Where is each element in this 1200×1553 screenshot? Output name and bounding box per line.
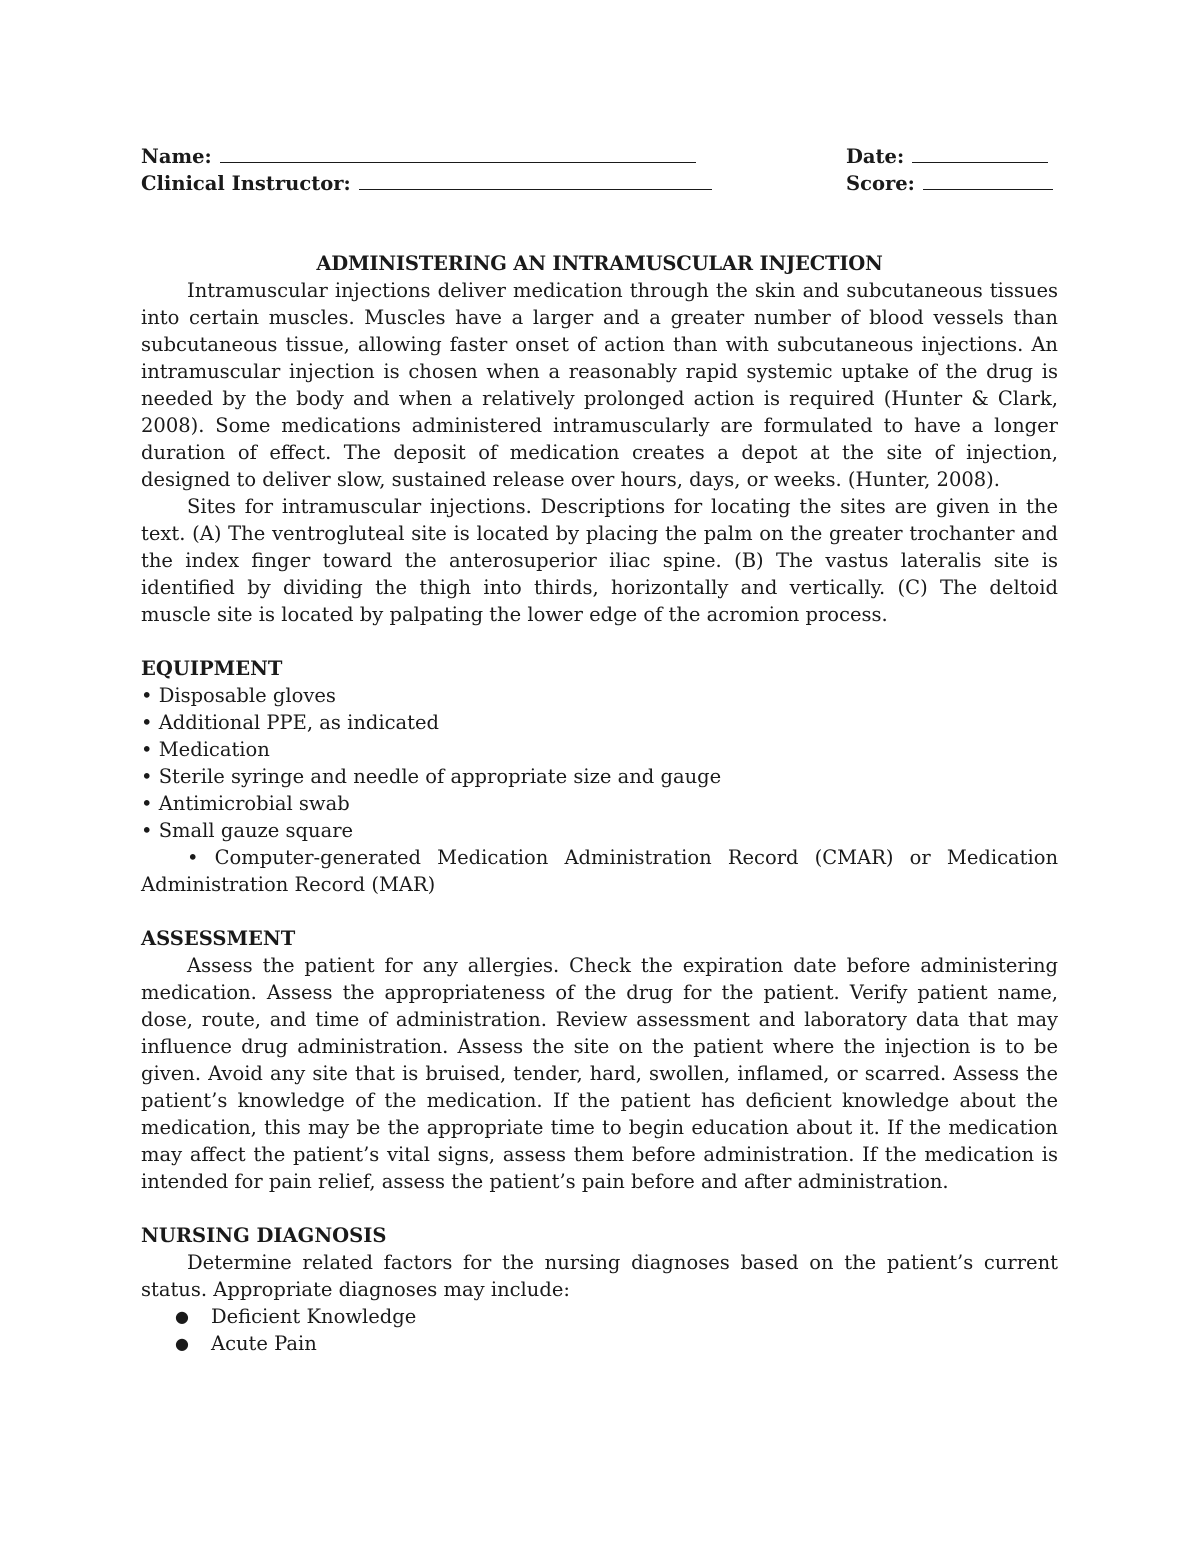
date-field[interactable] xyxy=(912,142,1048,163)
diagnosis-label: Acute Pain xyxy=(211,1332,317,1355)
document-page xyxy=(141,142,1058,1357)
nursing-diagnosis-heading: NURSING DIAGNOSIS xyxy=(141,1224,387,1247)
equipment-item: • Computer-generated Medication Administration Record (CMAR) or Medication Administration Record (MAR) xyxy=(141,846,1058,896)
name-field[interactable] xyxy=(220,142,696,163)
clinical-instructor-field[interactable] xyxy=(359,169,712,190)
diagnosis-item xyxy=(141,1303,1058,1330)
header-row-2 xyxy=(141,169,1058,196)
assessment-heading: ASSESSMENT xyxy=(141,927,296,950)
bullet-icon: ● xyxy=(175,1334,189,1353)
equipment-item: • Small gauze square xyxy=(141,819,354,842)
bullet-icon: ● xyxy=(175,1307,189,1326)
diagnosis-list xyxy=(141,1303,1058,1357)
equipment-item: • Medication xyxy=(141,738,270,761)
score-field[interactable] xyxy=(923,169,1053,190)
header-row-1 xyxy=(141,142,1058,169)
equipment-list xyxy=(141,682,1058,898)
diagnosis-label: Deficient Knowledge xyxy=(211,1305,417,1328)
equipment-item: • Antimicrobial swab xyxy=(141,792,350,815)
date-label: Date: xyxy=(846,145,905,168)
clinical-instructor-label: Clinical Instructor: xyxy=(141,172,351,195)
equipment-item: • Additional PPE, as indicated xyxy=(141,711,440,734)
name-label: Name: xyxy=(141,145,212,168)
nursing-diagnosis-paragraph: Determine related factors for the nursing diagnoses based on the patient’s current status. Appropriate diagnoses may include: xyxy=(141,1251,1058,1301)
equipment-item: • Sterile syringe and needle of appropriate size and gauge xyxy=(141,765,722,788)
page-title: ADMINISTERING AN INTRAMUSCULAR INJECTION xyxy=(316,252,883,275)
intro-paragraph-1: Intramuscular injections deliver medication through the skin and subcutaneous tissues into certain muscles. Muscles have a larger and a greater number of blood vessels than subcutaneous tissue, allowing faster onset of action than with subcutaneous injections. An intramuscular injection is chosen when a reasonably rapid systemic uptake of the drug is needed by the body and when a relatively prolonged action is required (Hunter & Clark, 2008). Some medications administered intramuscularly are formulated to have a longer duration of effect. The deposit of medication creates a depot at the site of injection, designed to deliver slow, sustained release over hours, days, or weeks. (Hunter, 2008). xyxy=(141,279,1058,491)
diagnosis-item xyxy=(141,1330,1058,1357)
assessment-paragraph: Assess the patient for any allergies. Check the expiration date before administering medication. Assess the appropriateness of the drug for the patient. Verify patient name, dose, route, and time of administration. Review assessment and laboratory data that may influence drug administration. Assess the site on the patient where the injection is to be given. Avoid any site that is bruised, tender, hard, swollen, inflamed, or scarred. Assess the patient’s knowledge of the medication. If the patient has deficient knowledge about the medication, this may be the appropriate time to begin education about it. If the medication may affect the patient’s vital signs, assess them before administration. If the medication is intended for pain relief, assess the patient’s pain before and after administration. xyxy=(141,954,1058,1193)
equipment-heading: EQUIPMENT xyxy=(141,657,283,680)
score-label: Score: xyxy=(846,172,915,195)
intro-paragraph-2: Sites for intramuscular injections. Descriptions for locating the sites are given in the text. (A) The ventrogluteal site is located by placing the palm on the greater trochanter and the index finger toward the anterosuperior iliac spine. (B) The vastus lateralis site is identified by dividing the thigh into thirds, horizontally and vertically. (C) The deltoid muscle site is located by palpating the lower edge of the acromion process. xyxy=(141,495,1058,626)
equipment-item: • Disposable gloves xyxy=(141,684,336,707)
